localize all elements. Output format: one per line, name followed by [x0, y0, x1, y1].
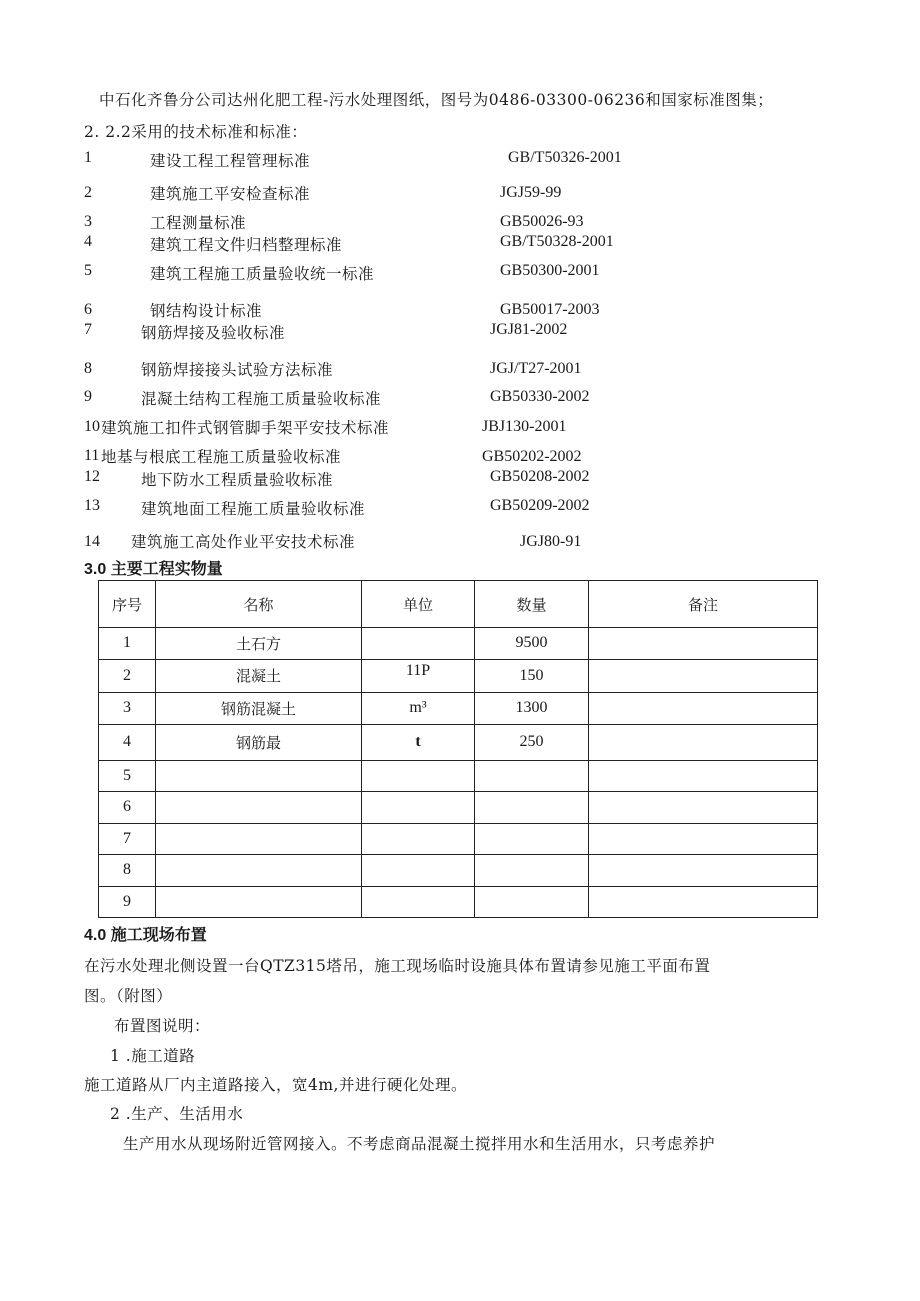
standard-code: JGJ81-2002 [490, 321, 568, 338]
standard-name: 建筑工程施工质量验收统一标准 [150, 265, 375, 283]
cell-index: 9 [99, 886, 156, 918]
cell-quantity: 1300 [475, 693, 589, 725]
standard-number: 1 [84, 149, 92, 166]
cell-index: 6 [99, 792, 156, 824]
cell-quantity: 250 [475, 724, 589, 760]
header-index: 序号 [99, 581, 156, 628]
cell-quantity: 9500 [475, 628, 589, 660]
standard-code: GB50330-2002 [490, 388, 590, 405]
standard-name: 建筑施工高处作业平安技术标准 [131, 533, 356, 551]
standard-code: GB50017-2003 [500, 301, 600, 318]
cell-name: 钢筋混凝土 [156, 693, 362, 725]
section-4-paragraph-line-1: 在污水处理北侧设置一台QTZ315塔吊，施工现场临时设施具体布置请参见施工平面布置 [84, 957, 711, 975]
standard-number: 4 [84, 233, 92, 250]
standard-name: 建筑施工平安检查标准 [150, 185, 311, 203]
cell-quantity [475, 792, 589, 824]
cell-remarks [589, 724, 818, 760]
table-row [99, 724, 818, 760]
section-4-title: 4.0 施工现场布置 [84, 927, 207, 944]
standard-name: 建筑工程文件归档整理标准 [150, 236, 343, 254]
item-1-text: 施工道路从厂内主道路接入，宽4m,并进行硬化处理。 [84, 1076, 467, 1094]
cell-unit [362, 855, 475, 887]
cell-unit [362, 886, 475, 918]
cell-unit: m³ [362, 693, 475, 725]
standard-name: 工程测量标准 [150, 214, 247, 232]
item-2-title: 2 .生产、生活用水 [110, 1105, 244, 1123]
cell-name [156, 886, 362, 918]
cell-name [156, 855, 362, 887]
header-name: 名称 [156, 581, 362, 628]
cell-name [156, 760, 362, 792]
quantities-table [98, 580, 818, 918]
layout-note-label: 布置图说明： [114, 1017, 211, 1035]
section-3-title: 3.0 主要工程实物量 [84, 561, 223, 578]
cell-index: 3 [99, 693, 156, 725]
standard-number: 11 [84, 447, 100, 464]
standard-name: 钢结构设计标准 [150, 302, 263, 320]
cell-unit [362, 823, 475, 855]
cell-remarks [589, 693, 818, 725]
standard-number: 7 [84, 321, 92, 338]
standard-code: JGJ59-99 [500, 184, 562, 201]
table-row [99, 628, 818, 660]
cell-unit: t [362, 724, 475, 760]
cell-unit [362, 628, 475, 660]
cell-index: 8 [99, 855, 156, 887]
standard-code: GB50300-2001 [500, 262, 600, 279]
standard-code: GB/T50326-2001 [508, 149, 622, 166]
standard-code: JBJ130-2001 [482, 418, 567, 435]
table-header-row [99, 581, 818, 628]
standard-name: 钢筋焊接接头试验方法标准 [141, 361, 334, 379]
cell-index: 4 [99, 724, 156, 760]
standard-code: JGJ/T27-2001 [490, 360, 582, 377]
cell-index: 7 [99, 823, 156, 855]
cell-quantity [475, 855, 589, 887]
standard-name: 建筑施工扣件式钢管脚手架平安技术标准 [101, 419, 390, 437]
standard-number: 6 [84, 301, 92, 318]
table-row [99, 760, 818, 792]
standard-number: 9 [84, 388, 92, 405]
item-1-title: 1 .施工道路 [110, 1047, 196, 1065]
table-row [99, 886, 818, 918]
standard-name: 混凝土结构工程施工质量验收标准 [141, 390, 382, 408]
standard-number: 10 [84, 418, 100, 435]
cell-name: 钢筋最 [156, 724, 362, 760]
cell-quantity [475, 886, 589, 918]
standard-code: GB50209-2002 [490, 497, 590, 514]
cell-remarks [589, 886, 818, 918]
standard-number: 2 [84, 184, 92, 201]
cell-name: 混凝土 [156, 659, 362, 693]
cell-index: 2 [99, 659, 156, 693]
table-row [99, 693, 818, 725]
standard-name: 地下防水工程质量验收标准 [141, 471, 334, 489]
header-unit: 单位 [362, 581, 475, 628]
header-remarks: 备注 [589, 581, 818, 628]
standard-number: 12 [84, 468, 100, 485]
standard-code: GB50208-2002 [490, 468, 590, 485]
cell-remarks [589, 855, 818, 887]
cell-remarks [589, 628, 818, 660]
cell-quantity [475, 760, 589, 792]
header-quantity: 数量 [475, 581, 589, 628]
cell-index: 1 [99, 628, 156, 660]
standard-name: 建设工程工程管理标准 [150, 152, 311, 170]
cell-remarks [589, 792, 818, 824]
standard-code: GB50202-2002 [482, 448, 582, 465]
standard-name: 钢筋焊接及验收标准 [141, 324, 286, 342]
standard-number: 14 [84, 533, 100, 550]
standard-code: GB50026-93 [500, 213, 584, 230]
table-row [99, 855, 818, 887]
item-2-text: 生产用水从现场附近管网接入。不考虑商品混凝土搅拌用水和生活用水，只考虑养护 [123, 1135, 716, 1153]
standard-name: 地基与根底工程施工质量验收标准 [101, 448, 342, 466]
cell-index: 5 [99, 760, 156, 792]
standard-code: JGJ80-91 [520, 533, 582, 550]
standard-code: GB/T50328-2001 [500, 233, 614, 250]
table-row [99, 792, 818, 824]
section-4-paragraph-line-2: 图。（附图） [84, 987, 173, 1005]
standard-number: 13 [84, 497, 100, 514]
cell-quantity [475, 823, 589, 855]
cell-name: 土石方 [156, 628, 362, 660]
cell-name [156, 792, 362, 824]
cell-quantity: 150 [475, 659, 589, 693]
standard-name: 建筑地面工程施工质量验收标准 [141, 500, 366, 518]
cell-name [156, 823, 362, 855]
cell-unit: 11P [362, 659, 475, 693]
cell-remarks [589, 760, 818, 792]
table-row [99, 823, 818, 855]
cell-unit [362, 792, 475, 824]
cell-remarks [589, 823, 818, 855]
intro-line: 中石化齐鲁分公司达州化肥工程-污水处理图纸，图号为0486-03300-06236和国家标准图集； [99, 91, 774, 109]
standard-number: 8 [84, 360, 92, 377]
cell-remarks [589, 659, 818, 693]
cell-unit [362, 760, 475, 792]
standard-number: 5 [84, 262, 92, 279]
standard-number: 3 [84, 213, 92, 230]
standards-heading: 2. 2.2采用的技术标准和标准： [84, 123, 308, 141]
table-row [99, 659, 818, 693]
